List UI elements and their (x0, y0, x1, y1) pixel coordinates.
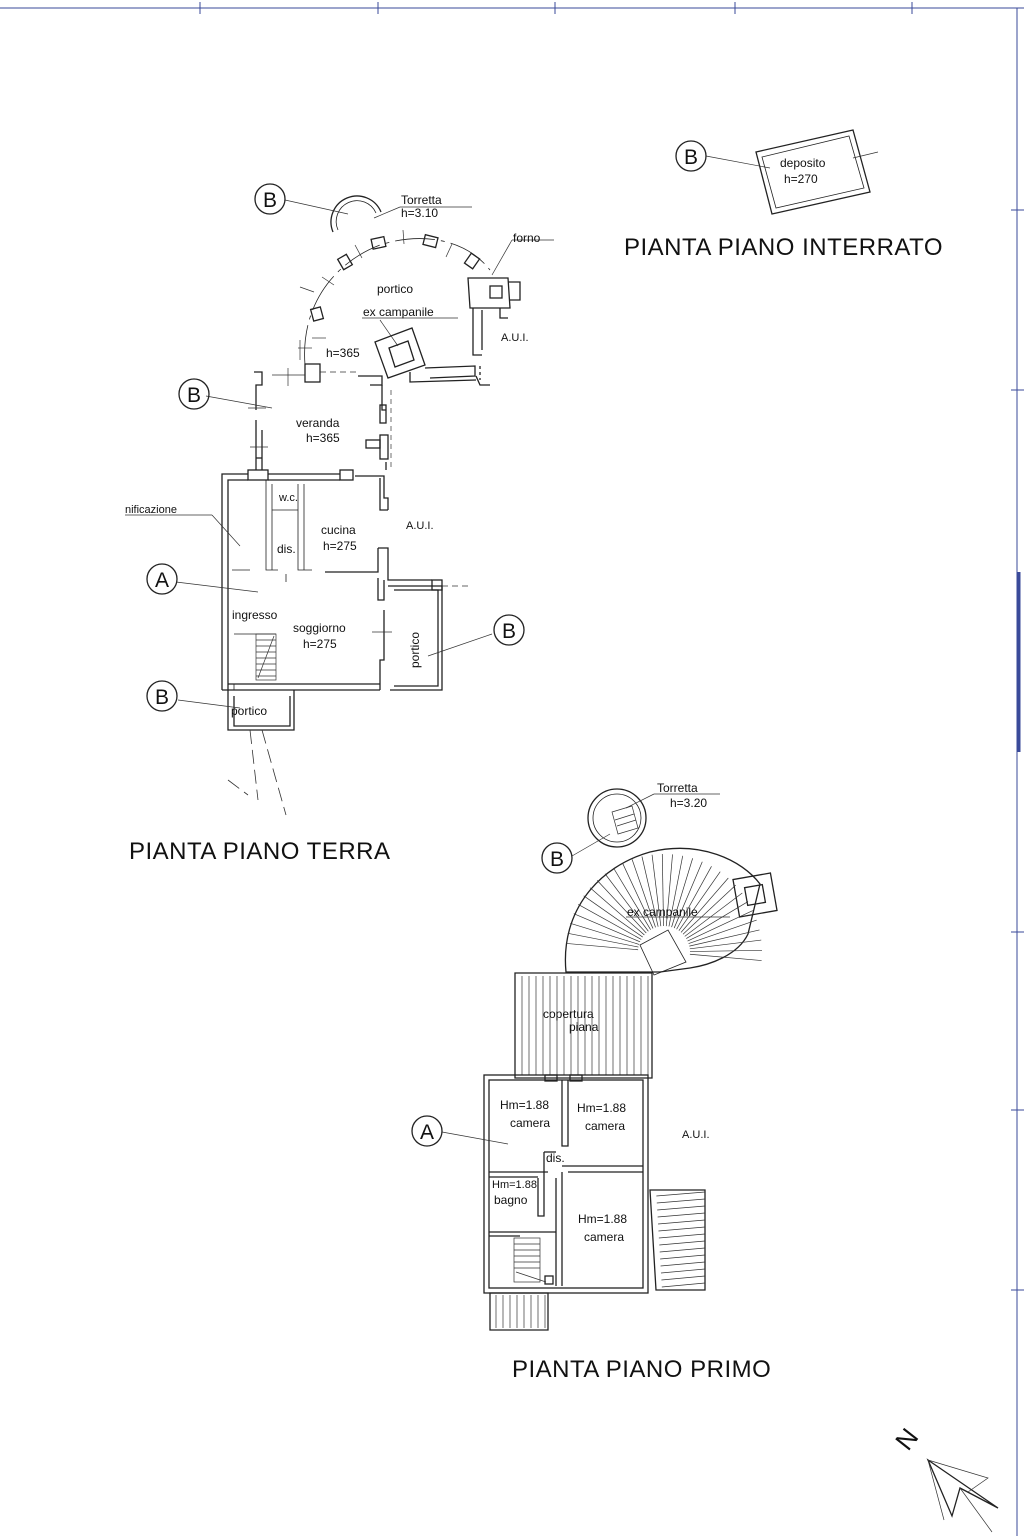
aui-mid-label: A.U.I. (406, 520, 434, 532)
portico-side-label: portico (408, 631, 422, 668)
torretta-label: Torretta (401, 193, 442, 207)
marker-b-torretta-terra (255, 184, 285, 214)
ex-campanile-primo-label: ex campanile (627, 905, 698, 919)
portico-bottom-label: portico (231, 704, 268, 718)
wc-label: w.c. (279, 492, 298, 504)
veranda-height: h=365 (306, 431, 340, 445)
marker-b-portico-side (494, 615, 524, 645)
bagno-label: bagno (494, 1193, 528, 1207)
camera2-label: camera (585, 1119, 626, 1133)
camera2-height: Hm=1.88 (577, 1101, 627, 1115)
plan-interrato (624, 130, 943, 261)
stairs-primo (514, 1238, 546, 1282)
forno-label: forno (513, 231, 541, 245)
soggiorno-height: h=275 (303, 637, 337, 651)
copertura-label: copertura (543, 1007, 594, 1021)
nificazione-label: nificazione (125, 504, 177, 516)
balcony-primo (490, 1293, 548, 1330)
ingresso-label: ingresso (232, 608, 278, 622)
marker-b-torretta-primo (542, 843, 572, 873)
portico-top-label: portico (377, 282, 414, 296)
torretta-height: h=3.10 (401, 206, 439, 220)
svg-text:A: A (419, 1121, 435, 1144)
veranda-label: veranda (296, 416, 340, 430)
deposito-height: h=270 (784, 172, 818, 186)
north-letter: N (889, 1422, 925, 1456)
camera1-label: camera (510, 1116, 551, 1130)
svg-text:B: B (154, 686, 170, 709)
plan-terra (125, 193, 554, 865)
svg-text:B: B (683, 146, 699, 169)
torretta-primo-height: h=3.20 (670, 796, 708, 810)
cucina-label: cucina (321, 523, 356, 537)
torretta-primo (588, 789, 646, 847)
marker-b-portico-bottom (147, 681, 177, 711)
svg-text:B: B (501, 620, 517, 643)
marker-b-interrato (676, 141, 706, 171)
ex-campanile-label: ex campanile (363, 305, 434, 319)
svg-text:B: B (186, 384, 202, 407)
dis-primo-label: dis. (546, 1151, 565, 1165)
marker-a-primo (412, 1116, 442, 1146)
side-roof-primo (650, 1190, 705, 1290)
marker-b-veranda (179, 379, 209, 409)
cucina-height: h=275 (323, 539, 357, 553)
section-markers (147, 141, 706, 1146)
camera3-height: Hm=1.88 (578, 1212, 628, 1226)
dis-label: dis. (277, 542, 296, 556)
north-arrow (889, 1422, 998, 1532)
deposito-label: deposito (780, 156, 826, 170)
plan-primo (442, 781, 777, 1383)
camera1-height: Hm=1.88 (500, 1098, 550, 1112)
soggiorno-label: soggiorno (293, 621, 346, 635)
piana-label: piana (569, 1020, 599, 1034)
h365-label: h=365 (326, 346, 360, 360)
camera3-label: camera (584, 1230, 625, 1244)
torretta-primo-label: Torretta (657, 781, 698, 795)
svg-text:A: A (154, 569, 170, 592)
aui-top-label: A.U.I. (501, 332, 529, 344)
torretta-arc (331, 196, 381, 232)
title-terra: PIANTA PIANO TERRA (129, 838, 391, 865)
svg-text:B: B (549, 848, 565, 871)
svg-text:B: B (262, 189, 278, 212)
aui-primo-label: A.U.I. (682, 1129, 710, 1141)
title-primo: PIANTA PIANO PRIMO (512, 1356, 772, 1383)
bagno-height: Hm=1.88 (492, 1179, 537, 1191)
marker-a-terra (147, 564, 177, 594)
title-interrato: PIANTA PIANO INTERRATO (624, 234, 944, 261)
sheet-frame (0, 2, 1024, 1536)
stairs-terra (256, 634, 276, 680)
